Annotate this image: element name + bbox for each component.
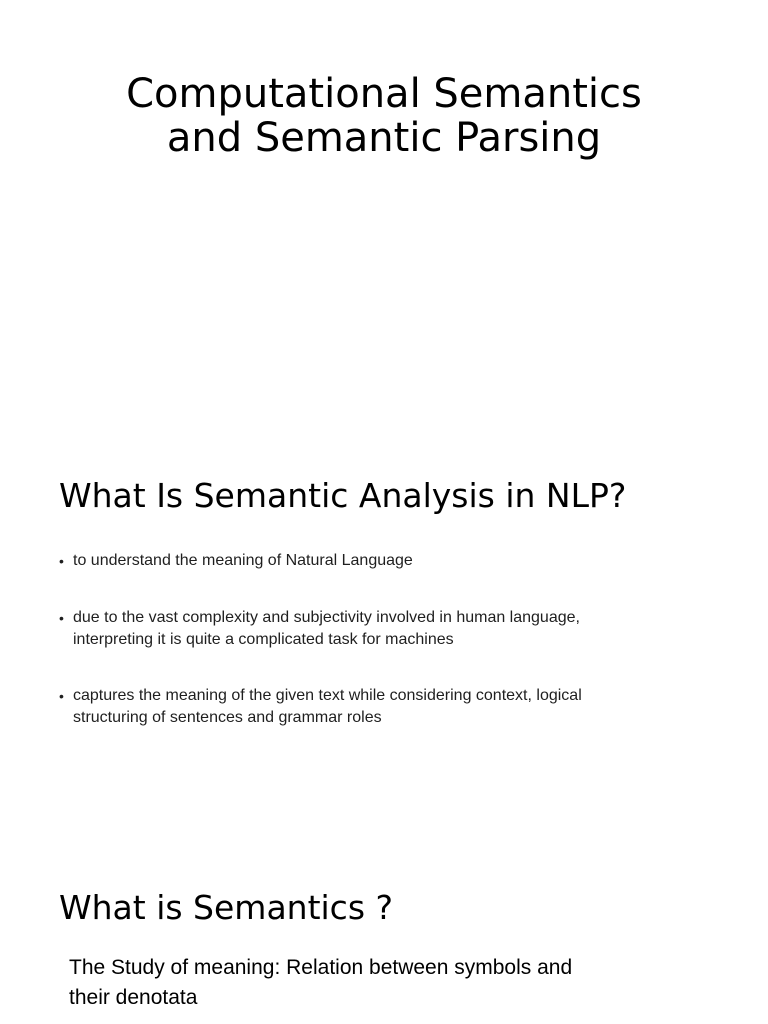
definition-line-1: The Study of meaning: Relation between symbols and — [69, 956, 573, 979]
bullet-text: due to the vast complexity and subjectivity involved in human language, — [73, 609, 580, 626]
section-heading-semantics: What is Semantics ? — [59, 888, 394, 927]
definition-line-2: their denotata — [69, 986, 198, 1009]
page-title — [0, 72, 768, 160]
bullet-text: interpreting it is quite a complicated task for machines — [73, 631, 454, 648]
bullet-dot-icon: • — [59, 610, 64, 626]
list-item — [59, 550, 713, 572]
list-item — [59, 607, 713, 651]
bullet-dot-icon: • — [59, 688, 64, 704]
bullet-text: to understand the meaning of Natural Language — [73, 552, 413, 569]
title-line-1: Computational Semantics — [126, 71, 642, 117]
bullet-text: structuring of sentences and grammar roles — [73, 709, 382, 726]
title-line-2: and Semantic Parsing — [166, 115, 602, 161]
list-item — [59, 685, 713, 729]
definition-text — [69, 953, 689, 1013]
bullet-dot-icon: • — [59, 553, 64, 569]
bullet-text: captures the meaning of the given text while considering context, logical — [73, 687, 582, 704]
section-heading-semantic-analysis: What Is Semantic Analysis in NLP? — [59, 476, 627, 515]
